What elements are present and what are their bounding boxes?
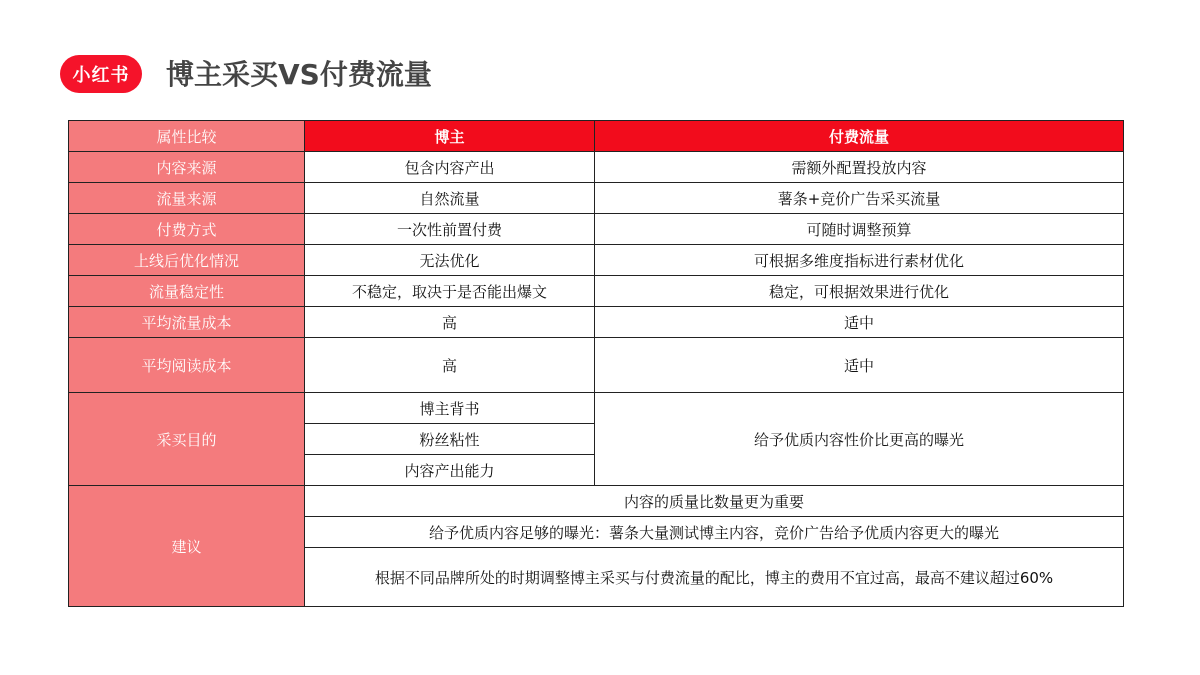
suggestion-cell: 根据不同品牌所处的时期调整博主采买与付费流量的配比，博主的费用不宜过高，最高不建议超过60% bbox=[305, 548, 1124, 607]
attribute-cell: 流量来源 bbox=[69, 183, 305, 214]
attribute-cell: 平均阅读成本 bbox=[69, 338, 305, 393]
blogger-cell: 一次性前置付费 bbox=[305, 214, 595, 245]
table-row bbox=[69, 307, 1124, 338]
blogger-cell: 内容产出能力 bbox=[305, 455, 595, 486]
blogger-cell: 高 bbox=[305, 338, 595, 393]
table-row-purpose bbox=[69, 393, 1124, 424]
paid-cell: 给予优质内容性价比更高的曝光 bbox=[595, 393, 1124, 486]
header-blogger-cell: 博主 bbox=[305, 121, 595, 152]
blogger-cell: 自然流量 bbox=[305, 183, 595, 214]
table-row bbox=[69, 183, 1124, 214]
attribute-cell: 建议 bbox=[69, 486, 305, 607]
xiaohongshu-logo: 小红书 bbox=[60, 55, 142, 93]
paid-cell: 需额外配置投放内容 bbox=[595, 152, 1124, 183]
table-row-suggestion bbox=[69, 486, 1124, 517]
table-row bbox=[69, 152, 1124, 183]
page-title: 博主采买VS付费流量 bbox=[166, 58, 432, 91]
attribute-cell: 采买目的 bbox=[69, 393, 305, 486]
blogger-cell: 不稳定，取决于是否能出爆文 bbox=[305, 276, 595, 307]
attribute-cell: 流量稳定性 bbox=[69, 276, 305, 307]
suggestion-cell: 给予优质内容足够的曝光：薯条大量测试博主内容，竞价广告给予优质内容更大的曝光 bbox=[305, 517, 1124, 548]
attribute-cell: 平均流量成本 bbox=[69, 307, 305, 338]
header-paid-cell: 付费流量 bbox=[595, 121, 1124, 152]
paid-cell: 适中 bbox=[595, 338, 1124, 393]
suggestion-cell: 内容的质量比数量更为重要 bbox=[305, 486, 1124, 517]
attribute-cell: 内容来源 bbox=[69, 152, 305, 183]
attribute-cell: 上线后优化情况 bbox=[69, 245, 305, 276]
paid-cell: 可随时调整预算 bbox=[595, 214, 1124, 245]
table-row bbox=[69, 214, 1124, 245]
table-row bbox=[69, 338, 1124, 393]
paid-cell: 可根据多维度指标进行素材优化 bbox=[595, 245, 1124, 276]
table-header-row bbox=[69, 121, 1124, 152]
blogger-cell: 包含内容产出 bbox=[305, 152, 595, 183]
blogger-cell: 高 bbox=[305, 307, 595, 338]
header-attribute-cell: 属性比较 bbox=[69, 121, 305, 152]
paid-cell: 薯条+竞价广告采买流量 bbox=[595, 183, 1124, 214]
blogger-cell: 博主背书 bbox=[305, 393, 595, 424]
comparison-table bbox=[68, 120, 1124, 607]
paid-cell: 适中 bbox=[595, 307, 1124, 338]
paid-cell: 稳定，可根据效果进行优化 bbox=[595, 276, 1124, 307]
table-row bbox=[69, 276, 1124, 307]
blogger-cell: 粉丝粘性 bbox=[305, 424, 595, 455]
attribute-cell: 付费方式 bbox=[69, 214, 305, 245]
blogger-cell: 无法优化 bbox=[305, 245, 595, 276]
table-row bbox=[69, 245, 1124, 276]
